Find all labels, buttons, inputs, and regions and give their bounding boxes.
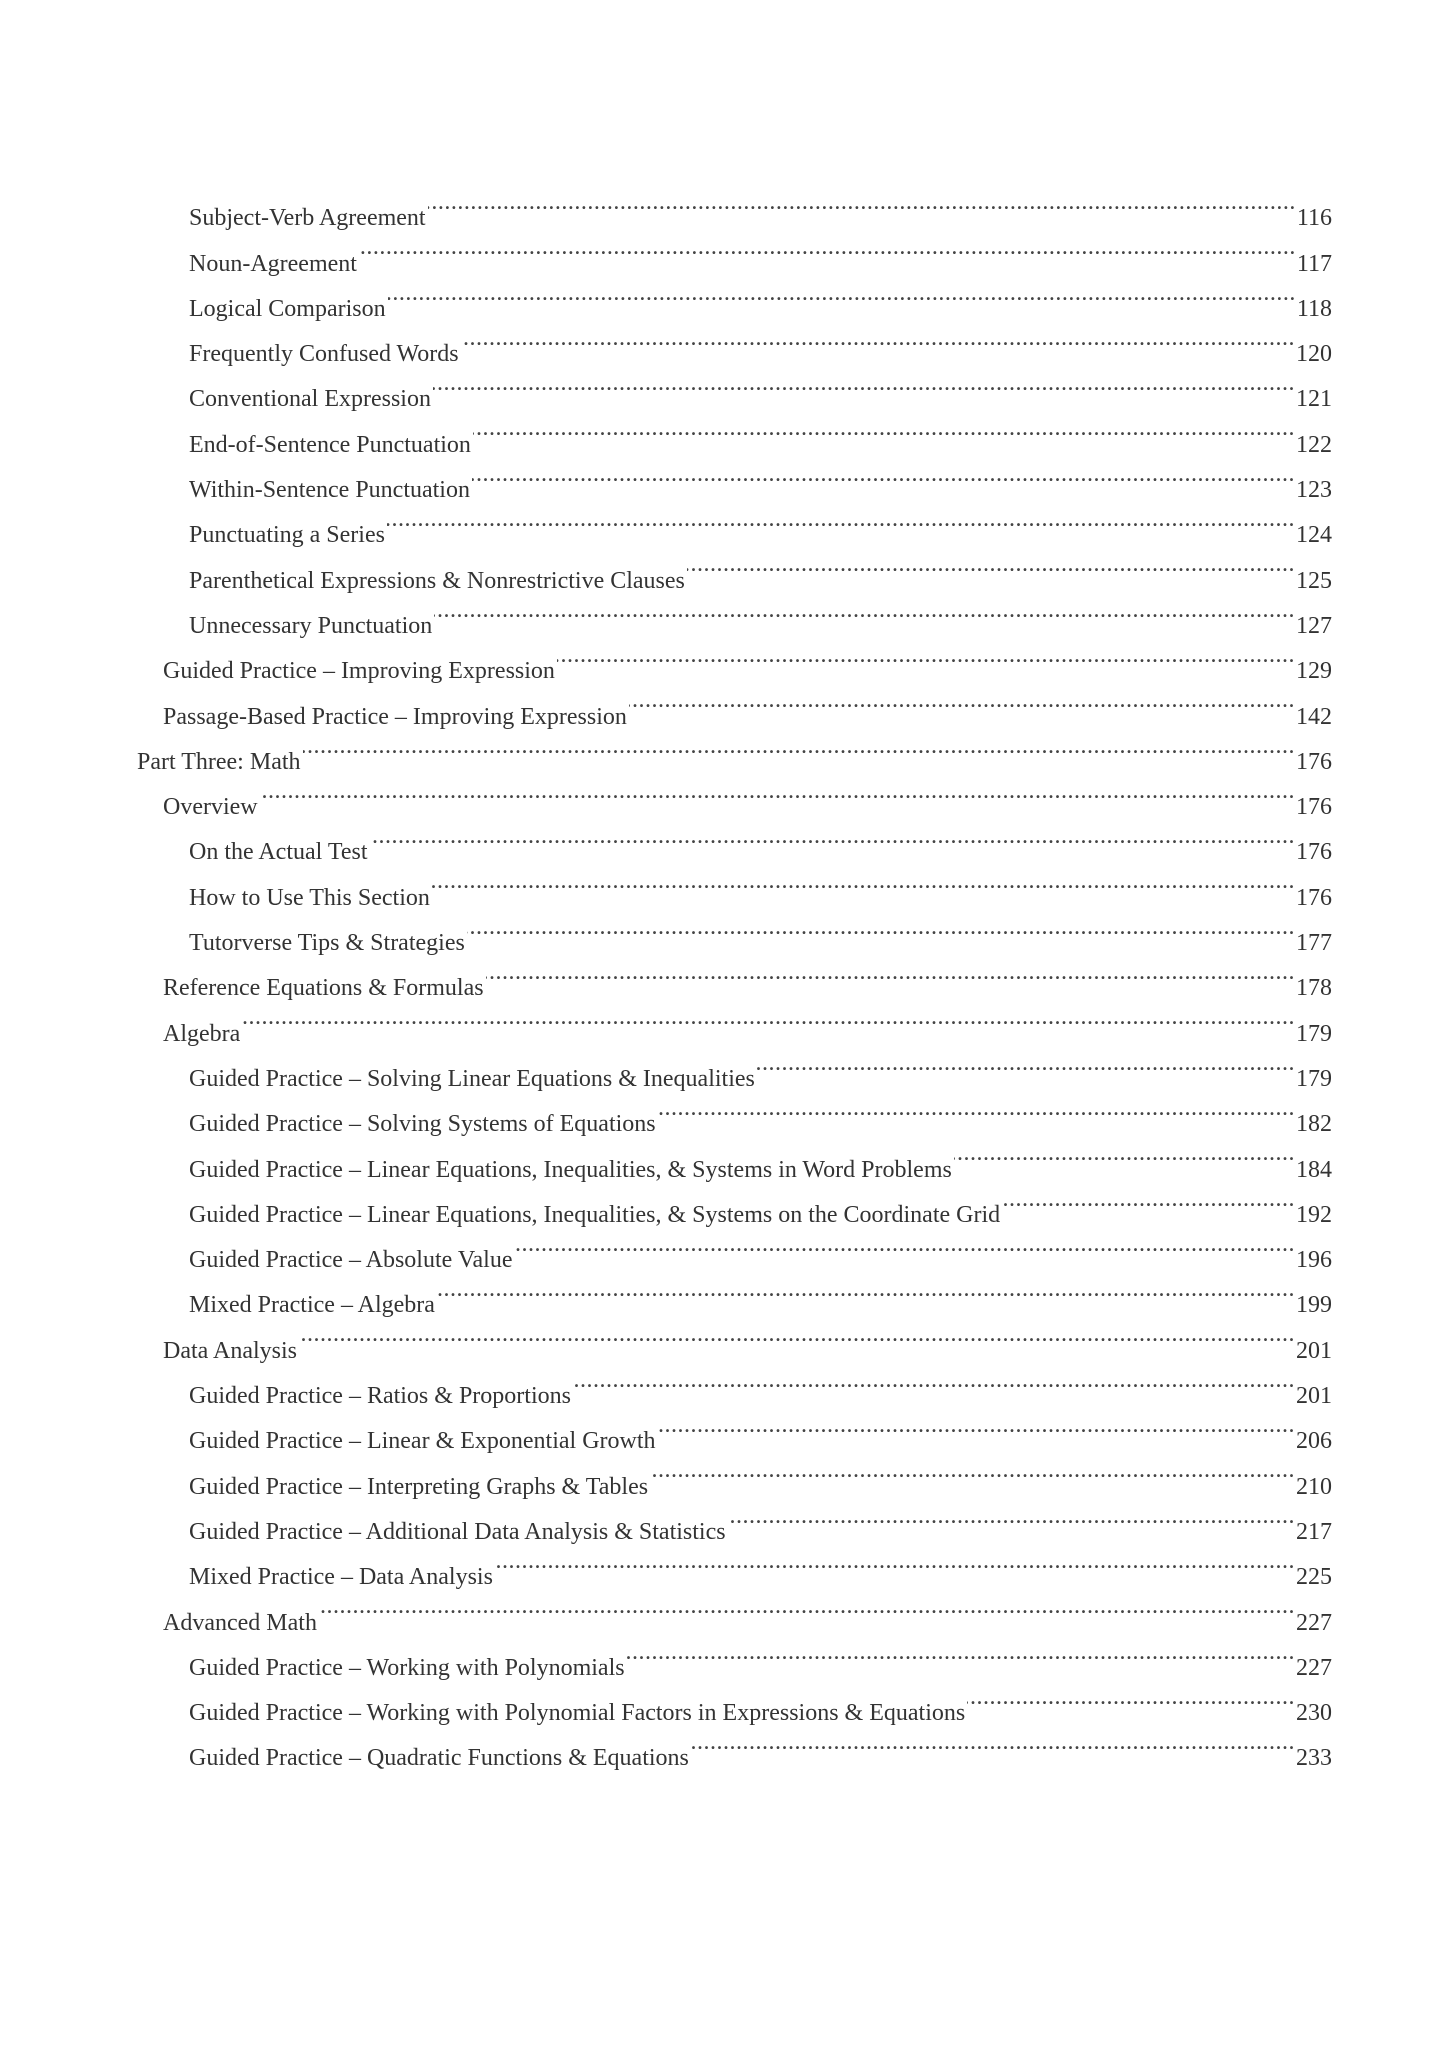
toc-entry-page: 122 <box>1296 431 1332 458</box>
toc-entry-page: 176 <box>1296 884 1332 911</box>
toc-entry-page: 120 <box>1296 341 1332 368</box>
toc-entry-page: 116 <box>1296 205 1332 232</box>
dot-leader <box>359 225 1296 270</box>
dot-leader <box>428 180 1296 225</box>
dot-leader <box>573 1358 1295 1403</box>
toc-entry-page: 227 <box>1296 1654 1332 1681</box>
toc-entry-title: Guided Practice – Interpreting Graphs & Tables <box>189 1465 650 1510</box>
toc-entry-title: Passage-Based Practice – Improving Expression <box>163 695 629 740</box>
toc-entry-title: Reference Equations & Formulas <box>163 966 486 1011</box>
dot-leader <box>388 271 1296 316</box>
dot-leader <box>467 905 1295 950</box>
dot-leader <box>954 1131 1295 1176</box>
dot-leader <box>658 1403 1295 1448</box>
toc-entry-page: 201 <box>1296 1337 1332 1364</box>
toc-entry-title: Guided Practice – Ratios & Proportions <box>189 1374 573 1419</box>
toc-entry-title: Data Analysis <box>163 1329 299 1374</box>
toc-entry-title: Subject-Verb Agreement <box>189 196 428 241</box>
toc-entry-title: Punctuating a Series <box>189 513 387 558</box>
toc-entry-page: 217 <box>1296 1518 1332 1545</box>
toc-entry-title: Guided Practice – Linear Equations, Inequalities, & Systems in Word Problems <box>189 1148 954 1193</box>
toc-entry-page: 142 <box>1296 703 1332 730</box>
toc-entry-title: Logical Comparison <box>189 287 388 332</box>
toc-entry-page: 179 <box>1296 1020 1332 1047</box>
toc-entry-title: Guided Practice – Working with Polynomials <box>189 1646 627 1691</box>
dot-leader <box>557 633 1295 678</box>
dot-leader <box>967 1675 1295 1720</box>
toc-entry-title: Frequently Confused Words <box>189 332 461 377</box>
dot-leader <box>432 859 1295 904</box>
toc-entry-page: 176 <box>1296 748 1332 775</box>
toc-entry-page: 125 <box>1296 567 1332 594</box>
toc-entry-page: 178 <box>1296 975 1332 1002</box>
dot-leader <box>650 1448 1295 1493</box>
dot-leader <box>437 1267 1295 1312</box>
toc-entry-page: 117 <box>1296 250 1332 277</box>
toc-entry-page: 124 <box>1296 522 1332 549</box>
toc-entry-title: How to Use This Section <box>189 876 432 921</box>
toc-entry-page: 230 <box>1296 1700 1332 1727</box>
table-of-contents <box>0 180 1449 1772</box>
dot-leader <box>629 678 1295 723</box>
toc-entry-page: 192 <box>1296 1201 1332 1228</box>
toc-entry-title: Part Three: Math <box>137 740 303 785</box>
toc-entry-title: Guided Practice – Linear Equations, Inequalities, & Systems on the Coordinate Grid <box>189 1193 1002 1238</box>
toc-entry-title: Noun-Agreement <box>189 242 359 287</box>
toc-entry-page: 210 <box>1296 1473 1332 1500</box>
toc-entry-page: 123 <box>1296 477 1332 504</box>
toc-entry-page: 118 <box>1296 295 1332 322</box>
toc-entry-page: 127 <box>1296 612 1332 639</box>
toc-entry-title: Tutorverse Tips & Strategies <box>189 921 467 966</box>
dot-leader <box>687 542 1295 587</box>
toc-entry-page: 176 <box>1296 794 1332 821</box>
toc-entry-title: Guided Practice – Quadratic Functions & Equations <box>189 1736 691 1781</box>
toc-entry-page: 129 <box>1296 658 1332 685</box>
toc-entry-title: Algebra <box>163 1012 242 1057</box>
toc-entry-title: Guided Practice – Additional Data Analysis & Statistics <box>189 1510 728 1555</box>
toc-entry-title: Mixed Practice – Algebra <box>189 1283 437 1328</box>
toc-entry-title: Unnecessary Punctuation <box>189 604 434 649</box>
dot-leader <box>757 1041 1295 1086</box>
dot-leader <box>486 950 1295 995</box>
dot-leader <box>433 361 1295 406</box>
toc-entry-page: 184 <box>1296 1156 1332 1183</box>
toc-entry-title: On the Actual Test <box>189 830 370 875</box>
toc-entry-page: 121 <box>1296 386 1332 413</box>
toc-entry-title: Guided Practice – Improving Expression <box>163 649 557 694</box>
dot-leader <box>472 452 1295 497</box>
toc-entry-page: 199 <box>1296 1292 1332 1319</box>
toc-entry-title: Guided Practice – Absolute Value <box>189 1238 514 1283</box>
toc-entry-page: 227 <box>1296 1609 1332 1636</box>
toc-entry-title: End-of-Sentence Punctuation <box>189 423 473 468</box>
toc-entry-page: 182 <box>1296 1111 1332 1138</box>
toc-entry-page: 201 <box>1296 1383 1332 1410</box>
toc-entry-title: Mixed Practice – Data Analysis <box>189 1555 495 1600</box>
dot-leader <box>461 316 1295 361</box>
toc-entry-title: Guided Practice – Solving Systems of Equations <box>189 1102 658 1147</box>
toc-entry-title: Advanced Math <box>163 1601 319 1646</box>
dot-leader <box>260 769 1295 814</box>
dot-leader <box>728 1494 1295 1539</box>
dot-leader <box>370 814 1295 859</box>
toc-entry-page: 177 <box>1296 930 1332 957</box>
toc-entry-title: Guided Practice – Solving Linear Equations & Inequalities <box>189 1057 757 1102</box>
toc-entry-subject-verb-agreement[interactable] <box>0 180 1449 232</box>
dot-leader <box>1002 1177 1295 1222</box>
toc-entry-page: 176 <box>1296 839 1332 866</box>
toc-entry-page: 196 <box>1296 1247 1332 1274</box>
toc-entry-title: Guided Practice – Linear & Exponential Growth <box>189 1419 658 1464</box>
toc-entry-page: 225 <box>1296 1564 1332 1591</box>
toc-entry-title: Conventional Expression <box>189 377 433 422</box>
toc-entry-page: 233 <box>1296 1745 1332 1772</box>
toc-entry-title: Within-Sentence Punctuation <box>189 468 472 513</box>
dot-leader <box>387 497 1295 542</box>
toc-entry-page: 179 <box>1296 1065 1332 1092</box>
dot-leader <box>473 406 1295 451</box>
dot-leader <box>627 1630 1295 1675</box>
toc-entry-page: 206 <box>1296 1428 1332 1455</box>
dot-leader <box>299 1312 1295 1357</box>
toc-entry-title: Parenthetical Expressions & Nonrestrictive Clauses <box>189 559 687 604</box>
toc-entry-title: Guided Practice – Working with Polynomial Factors in Expressions & Equations <box>189 1691 967 1736</box>
toc-entry-title: Overview <box>163 785 260 830</box>
